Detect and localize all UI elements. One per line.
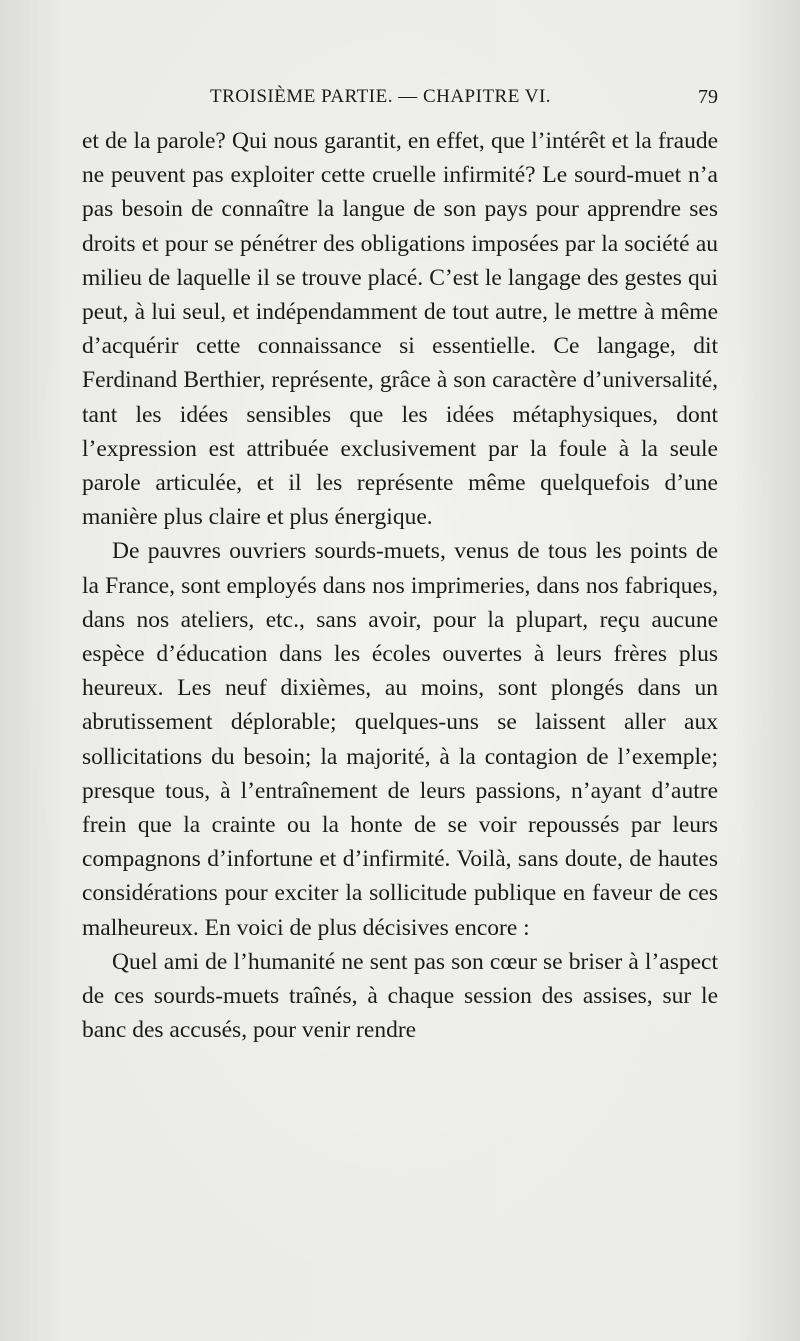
paragraph-3: Quel ami de l’humanité ne sent pas son cœur se briser à l’aspect de ces sourds-muets traînés, à chaque session des assises, sur le banc des accusés, pour venir rendre — [82, 948, 718, 1044]
paragraph-1: et de la parole? Qui nous garantit, en effet, que l’intérêt et la fraude ne peuvent pas exploiter cette cruelle infirmité? Le sourd-muet n’a pas besoin de connaître la langue de son pays pour apprendre ses droits et pour se pénétrer des obligations imposées par la société au milieu de laquelle il se trouve placé. C’est le langage des gestes qui peut, à lui seul, et indépendamment de tout autre, le mettre à même d’acquérir cette connaissance si essentielle. Ce langage, dit Ferdinand Berthier, représente, grâce à son caractère d’universalité, tant les idées sensibles que les idées métaphysiques, dont l’expression est attribuée exclusivement par la foule à la seule parole articulée, et il les représente même quelquefois d’une manière plus claire et plus énergique. — [82, 128, 718, 531]
body-text — [82, 124, 718, 1047]
running-head: TROISIÈME PARTIE. — CHAPITRE VI. — [210, 86, 552, 107]
page-header — [82, 86, 718, 114]
paragraph-2: De pauvres ouvriers sourds-muets, venus de tous les points de la France, sont employés dans nos imprimeries, dans nos fabriques, dans nos ateliers, etc., sans avoir, pour la plupart, reçu aucune espèce d’éducation dans les écoles ouvertes à leurs frères plus heureux. Les neuf dixièmes, au moins, sont plongés dans un abrutissement déplorable; quelques-uns se laissent aller aux sollicitations du besoin; la majorité, à la contagion de l’exemple; presque tous, à l’entraînement de leurs passions, n’ayant d’autre frein que la crainte ou la honte de se voir repoussés par leurs compagnons d’infortune et d’infirmité. Voilà, sans doute, de hautes considérations pour exciter la sollicitude publique en faveur de ces malheureux. En voici de plus décisives encore : — [82, 538, 718, 941]
page-number: 79 — [698, 86, 718, 108]
